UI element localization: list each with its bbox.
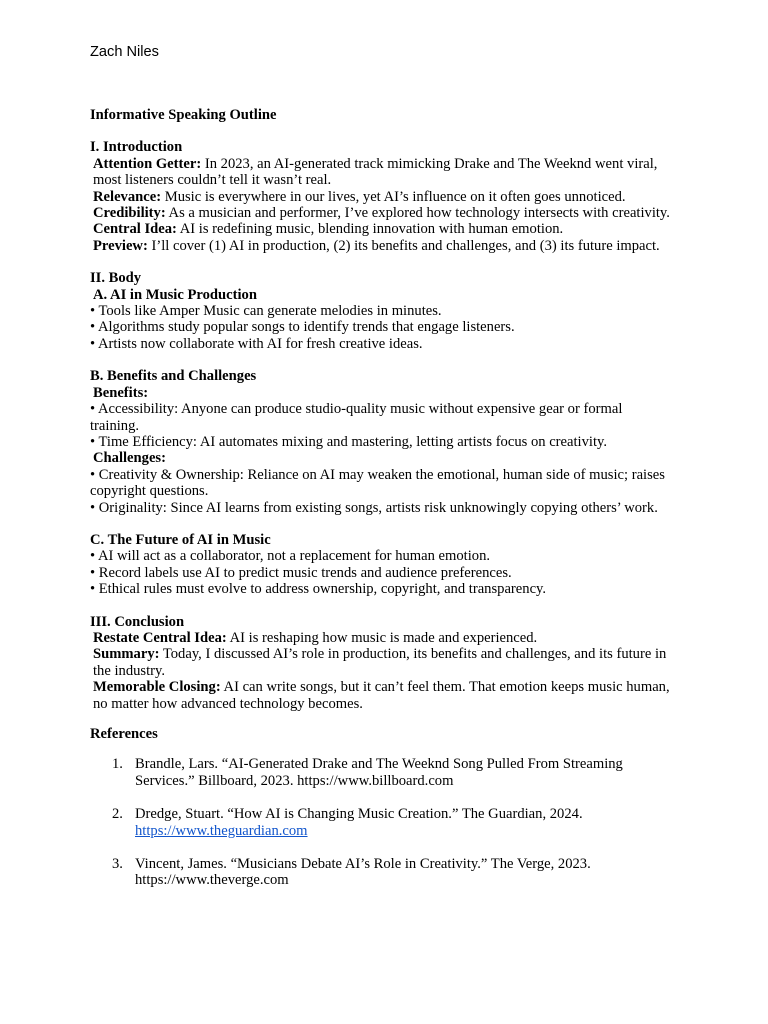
reference-item: [90, 806, 670, 839]
intro-item: Preview: I’ll cover (1) AI in production, (2) its benefits and challenges, and (3) its future impact.: [93, 237, 660, 254]
references-list: [90, 756, 670, 888]
reference-number: 1.: [112, 756, 123, 773]
intro-item: Relevance: Music is everywhere in our lives, yet AI’s influence on it often goes unnoticed.: [93, 188, 626, 205]
reference-number: 3.: [112, 856, 123, 873]
bullet-item: • Originality: Since AI learns from existing songs, artists risk unknowingly copying others’ work.: [90, 499, 658, 516]
reference-item: [90, 856, 670, 889]
references-heading: References: [90, 726, 158, 742]
reference-number: 2.: [112, 806, 123, 823]
bullet-item: • Tools like Amper Music can generate melodies in minutes.: [90, 303, 442, 320]
reference-item: [90, 756, 670, 789]
section-a-heading: A. AI in Music Production: [93, 286, 257, 303]
conclusion-item: Restate Central Idea: AI is reshaping how music is made and experienced.: [93, 629, 538, 646]
reference-text: Dredge, Stuart. “How AI is Changing Music Creation.” The Guardian, 2024.: [135, 806, 583, 823]
body-heading: II. Body: [90, 270, 142, 287]
bullet-item: • Ethical rules must evolve to address ownership, copyright, and transparency.: [90, 581, 547, 598]
bullet-item: • Artists now collaborate with AI for fresh creative ideas.: [90, 335, 423, 352]
bullet-item: • Creativity & Ownership: Reliance on AI may weaken the emotional, human side of music; raises copyright questions.: [90, 466, 665, 500]
author-name: Zach Niles: [90, 44, 159, 60]
outline-content: [90, 107, 670, 906]
bullet-item: • Record labels use AI to predict music trends and audience preferences.: [90, 564, 512, 581]
intro-heading: I. Introduction: [90, 139, 183, 156]
intro-item: Central Idea: AI is redefining music, blending innovation with human emotion.: [93, 221, 564, 238]
reference-link[interactable]: https://www.theguardian.com: [135, 822, 308, 839]
conclusion-item: Summary: Today, I discussed AI’s role in production, its benefits and challenges, and its future in the industry.: [93, 646, 667, 679]
section-b-heading: B. Benefits and Challenges: [90, 368, 257, 385]
conclusion-heading: III. Conclusion: [90, 613, 185, 630]
reference-text: Vincent, James. “Musicians Debate AI’s Role in Creativity.” The Verge, 2023. https://www.theverge.com: [135, 856, 591, 889]
conclusion-item: Memorable Closing: AI can write songs, but it can’t feel them. That emotion keeps music human, no matter how advanced technology becomes.: [93, 679, 670, 712]
bullet-item: • AI will act as a collaborator, not a replacement for human emotion.: [90, 548, 491, 565]
section-c-heading: C. The Future of AI in Music: [90, 531, 271, 548]
challenges-label: Challenges:: [93, 450, 166, 467]
bullet-item: • Time Efficiency: AI automates mixing and mastering, letting artists focus on creativity.: [90, 433, 608, 450]
reference-text: Brandle, Lars. “AI-Generated Drake and The Weeknd Song Pulled From Streaming Services.” Billboard, 2023. https://www.billboard.com: [135, 756, 623, 789]
intro-item: Credibility: As a musician and performer, I’ve explored how technology intersects with creativity.: [93, 205, 670, 222]
document-title: Informative Speaking Outline: [90, 107, 277, 123]
bullet-item: • Algorithms study popular songs to identify trends that engage listeners.: [90, 319, 515, 336]
benefits-label: Benefits:: [93, 384, 149, 401]
bullet-item: • Accessibility: Anyone can produce studio-quality music without expensive gear or formal training.: [90, 401, 623, 434]
intro-item: Attention Getter: In 2023, an AI-generated track mimicking Drake and The Weeknd went viral, most listeners couldn’t tell it wasn’t real.: [93, 155, 658, 189]
